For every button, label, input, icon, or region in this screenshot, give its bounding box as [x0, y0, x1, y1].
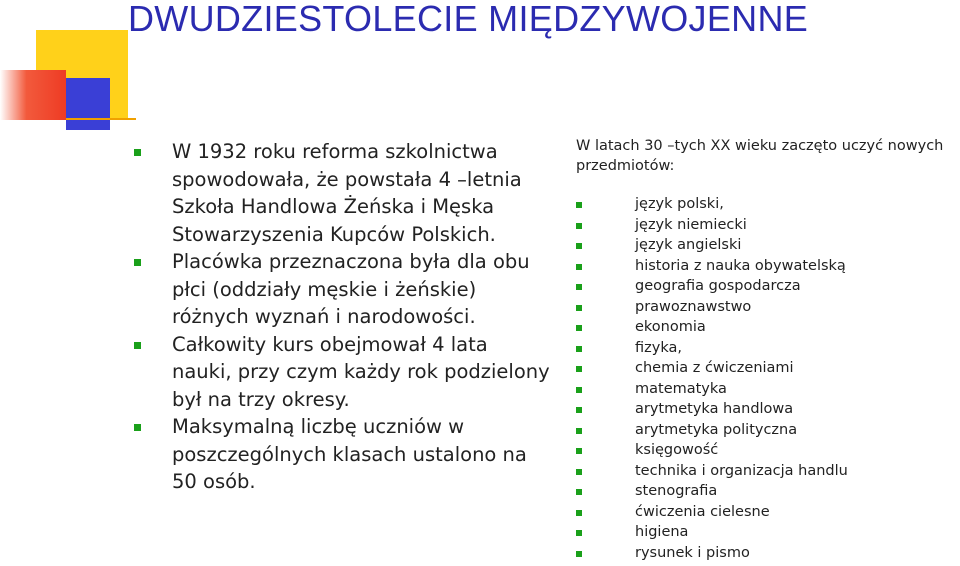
subjects-intro: W latach 30 –tych XX wieku zaczęto uczyć nowych przedmiotów:: [576, 138, 944, 174]
subject-item: [576, 297, 956, 318]
bullet-square-icon: [576, 530, 582, 536]
decorative-blue-square: [66, 78, 110, 130]
subject-label: ćwiczenia cielesne: [635, 503, 770, 520]
subject-label: prawoznawstwo: [635, 298, 752, 315]
subject-label: geografia gospodarcza: [635, 278, 801, 294]
subject-item: [576, 338, 956, 359]
subject-item: [576, 481, 956, 502]
subject-item: [576, 522, 956, 543]
decorative-red-bar: [0, 70, 66, 120]
subject-label: stenografia: [635, 483, 718, 499]
bullet-square-icon: [134, 424, 141, 431]
subject-label: język niemiecki: [635, 216, 747, 233]
bullet-text: Całkowity kurs obejmował 4 lata nauki, przy czym każdy rok podzielony był na trzy okresy.: [172, 332, 550, 411]
subject-item: [576, 379, 956, 400]
bullet-point: [130, 138, 550, 248]
subject-label: ekonomia: [635, 319, 706, 335]
subject-item: [576, 276, 956, 297]
bullet-square-icon: [576, 305, 582, 311]
bullet-point: [130, 413, 550, 496]
subject-item: [576, 420, 956, 441]
bullet-text: W 1932 roku reforma szkolnictwa spowodowała, że powstała 4 –letnia Szkoła Handlowa Żeńska i Męska Stowarzyszenia Kupców Polskich.: [172, 140, 522, 246]
bullet-square-icon: [576, 469, 582, 475]
subject-label: fizyka,: [635, 339, 682, 356]
subject-item: [576, 215, 956, 236]
subject-label: rysunek i pismo: [635, 544, 750, 561]
subject-label: arytmetyka handlowa: [635, 401, 794, 417]
bullet-square-icon: [576, 551, 582, 557]
decorative-orange-line: [66, 118, 136, 120]
subject-item: [576, 440, 956, 461]
subject-item: [576, 358, 956, 379]
bullet-square-icon: [576, 284, 582, 290]
subject-item: [576, 235, 956, 256]
bullet-square-icon: [576, 264, 582, 270]
bullet-square-icon: [576, 366, 582, 372]
bullet-square-icon: [576, 387, 582, 393]
bullet-square-icon: [576, 325, 582, 331]
subject-label: język angielski: [635, 237, 742, 253]
subject-item: [576, 461, 956, 482]
subject-label: historia z nauka obywatelską: [635, 257, 846, 274]
subject-item: [576, 502, 956, 523]
bullet-point: [130, 248, 550, 331]
subject-label: technika i organizacja handlu: [635, 462, 848, 479]
bullet-point: [130, 331, 550, 414]
bullet-square-icon: [134, 342, 141, 349]
bullet-text: Maksymalną liczbę uczniów w poszczególnych klasach ustalono na 50 osób.: [172, 415, 527, 493]
slide-title: DWUDZIESTOLECIE MIĘDZYWOJENNE: [128, 0, 809, 39]
bullet-square-icon: [576, 202, 582, 208]
bullet-square-icon: [576, 510, 582, 516]
subjects-list: [576, 194, 956, 563]
subject-item: [576, 256, 956, 277]
bullet-square-icon: [576, 448, 582, 454]
bullet-square-icon: [576, 407, 582, 413]
subject-label: higiena: [635, 524, 689, 540]
bullet-square-icon: [576, 223, 582, 229]
subject-label: matematyka: [635, 380, 727, 397]
left-bullet-list: [130, 138, 550, 496]
subject-label: arytmetyka polityczna: [635, 421, 798, 438]
bullet-square-icon: [576, 428, 582, 434]
bullet-text: Placówka przeznaczona była dla obu płci (oddziały męskie i żeńskie) różnych wyznań i narodowości.: [172, 250, 530, 328]
bullet-square-icon: [134, 149, 141, 156]
subject-label: chemia z ćwiczeniami: [635, 360, 794, 376]
subject-label: księgowość: [635, 442, 719, 458]
subject-item: [576, 399, 956, 420]
subject-item: [576, 317, 956, 338]
subject-item: [576, 194, 956, 215]
bullet-square-icon: [576, 489, 582, 495]
bullet-square-icon: [576, 346, 582, 352]
bullet-square-icon: [576, 243, 582, 249]
subject-item: [576, 543, 956, 564]
subjects-section: [576, 136, 956, 563]
subject-label: język polski,: [635, 196, 724, 212]
bullet-square-icon: [134, 259, 141, 266]
